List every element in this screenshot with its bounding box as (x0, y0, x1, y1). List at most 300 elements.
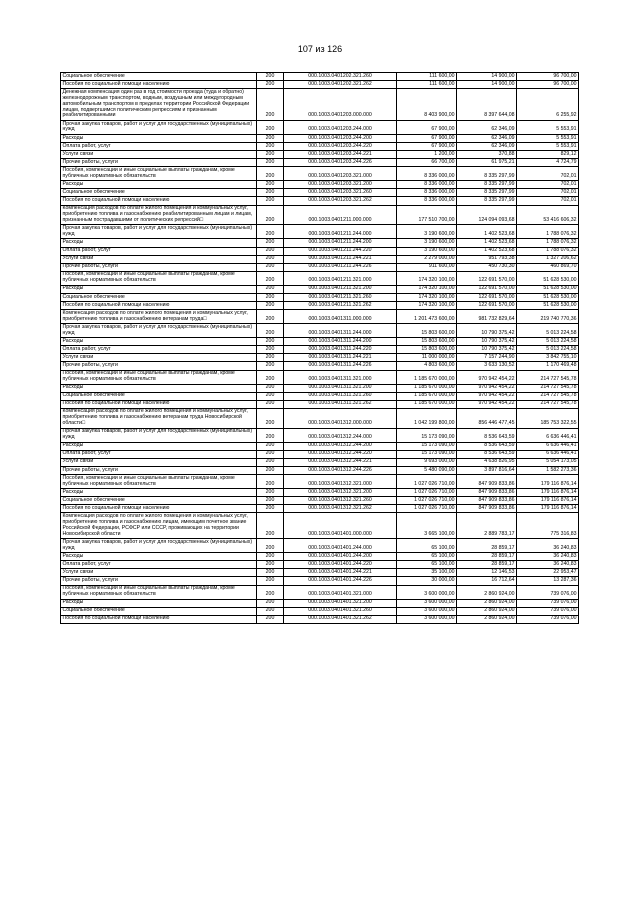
row-approved: 8 403 900,00 (397, 89, 457, 121)
row-executed: 12 146,53 (457, 569, 517, 577)
table-row (61, 599, 579, 607)
row-unexecuted: 6 636 446,41 (517, 442, 579, 450)
row-kbk: 000.1003.0401312.244.221 (284, 458, 397, 466)
row-name: Расходы (61, 239, 257, 247)
table-row (61, 324, 579, 338)
table-row (61, 247, 579, 255)
table-row (61, 338, 579, 346)
table-row (61, 73, 579, 81)
table-row (61, 466, 579, 474)
row-executed: 2 889 783,17 (457, 513, 517, 539)
row-name: Услуги связи (61, 458, 257, 466)
row-code: 200 (257, 513, 284, 539)
row-executed: 28 859,17 (457, 561, 517, 569)
row-executed: 8 335 297,99 (457, 197, 517, 205)
row-kbk: 000.1003.0401311.244.221 (284, 354, 397, 362)
row-code: 200 (257, 134, 284, 142)
row-code: 200 (257, 466, 284, 474)
row-executed: 10 790 375,42 (457, 338, 517, 346)
row-code: 200 (257, 384, 284, 392)
row-approved: 8 336 000,00 (397, 189, 457, 197)
row-code: 200 (257, 189, 284, 197)
row-unexecuted: 51 628 530,00 (517, 271, 579, 285)
row-approved: 8 336 000,00 (397, 167, 457, 181)
row-kbk: 000.1003.0401312.244.226 (284, 466, 397, 474)
row-executed: 970 942 454,22 (457, 370, 517, 384)
row-name: Пособия, компенсации и иные социальные выплаты гражданам, кроме публичных нормативных обязательств (61, 167, 257, 181)
row-executed: 2 860 924,00 (457, 607, 517, 615)
row-name: Денежная компенсация один раз в год стоимости проезда (туда и обратно) железнодорожным транспортом, водным, воздушным или междугородным автомобильным транспортом в пределах территории Российской Федерации лицам, подвергшимся политическим репрессиям и признанным реабилитированными (61, 89, 257, 121)
row-executed: 8 335 297,99 (457, 189, 517, 197)
row-unexecuted: 702,01 (517, 181, 579, 189)
row-name: Пособия, компенсации и иные социальные выплаты гражданам, кроме публичных нормативных обязательств (61, 585, 257, 599)
row-code: 200 (257, 73, 284, 81)
row-kbk: 000.1003.0401211.244.220 (284, 247, 397, 255)
row-executed: 970 942 454,22 (457, 384, 517, 392)
row-kbk: 000.1003.0401203.321.200 (284, 181, 397, 189)
row-executed: 3 897 816,64 (457, 466, 517, 474)
row-approved: 111 600,00 (397, 81, 457, 89)
row-kbk: 000.1003.0401312.321.260 (284, 497, 397, 505)
row-executed: 14 900,00 (457, 81, 517, 89)
row-unexecuted: 185 753 322,55 (517, 408, 579, 428)
row-code: 200 (257, 585, 284, 599)
row-approved: 15 173 090,00 (397, 442, 457, 450)
table-row (61, 81, 579, 89)
table-row (61, 577, 579, 585)
table-row (61, 134, 579, 142)
row-approved: 9 693 000,00 (397, 458, 457, 466)
row-kbk: 000.1003.0401311.244.220 (284, 346, 397, 354)
table-row (61, 615, 579, 623)
table-row (61, 400, 579, 408)
row-kbk: 000.1003.0401211.321.260 (284, 293, 397, 301)
row-executed: 847 909 833,86 (457, 497, 517, 505)
row-approved: 15 803 600,00 (397, 324, 457, 338)
row-executed: 856 446 477,45 (457, 408, 517, 428)
row-approved: 3 600 000,00 (397, 607, 457, 615)
table-row (61, 585, 579, 599)
table-row (61, 181, 579, 189)
table-row (61, 205, 579, 225)
row-name: Прочие работы, услуги (61, 263, 257, 271)
row-kbk: 000.1003.0401203.000.000 (284, 89, 397, 121)
row-code: 200 (257, 561, 284, 569)
row-code: 200 (257, 89, 284, 121)
row-kbk: 000.1003.0401211.000.000 (284, 205, 397, 225)
row-unexecuted: 6 255,92 (517, 89, 579, 121)
row-kbk: 000.1003.0401401.244.220 (284, 561, 397, 569)
row-code: 200 (257, 539, 284, 553)
row-approved: 11 000 000,00 (397, 354, 457, 362)
row-kbk: 000.1003.0401401.321.000 (284, 585, 397, 599)
row-name: Услуги связи (61, 151, 257, 159)
row-code: 200 (257, 167, 284, 181)
row-executed: 2 860 924,00 (457, 599, 517, 607)
row-name: Компенсация расходов по оплате жилого помещения и коммунальных услуг, приобретению топлива и газоснабжению ветеранам труда Новосибирской области□ (61, 408, 257, 428)
table-row (61, 408, 579, 428)
row-approved: 8 336 000,00 (397, 181, 457, 189)
table-row (61, 607, 579, 615)
row-executed: 4 638 826,95 (457, 458, 517, 466)
row-name: Оплата работ, услуг (61, 143, 257, 151)
table-row (61, 539, 579, 553)
row-approved: 1 185 670 000,00 (397, 400, 457, 408)
row-approved: 174 320 100,00 (397, 293, 457, 301)
row-kbk: 000.1003.0401203.244.000 (284, 120, 397, 134)
row-unexecuted: 219 740 770,36 (517, 310, 579, 324)
row-approved: 174 320 100,00 (397, 302, 457, 310)
row-approved: 1 027 026 710,00 (397, 497, 457, 505)
row-name: Прочая закупка товаров, работ и услуг для государственных (муниципальных) нужд (61, 225, 257, 239)
row-kbk: 000.1003.0401203.321.260 (284, 189, 397, 197)
row-name: Прочая закупка товаров, работ и услуг для государственных (муниципальных) нужд (61, 324, 257, 338)
row-kbk: 000.1003.0401203.321.262 (284, 197, 397, 205)
row-approved: 3 665 100,00 (397, 513, 457, 539)
table-row (61, 428, 579, 442)
row-name: Пособия по социальной помощи населению (61, 81, 257, 89)
row-kbk: 000.1003.0401211.321.262 (284, 302, 397, 310)
row-name: Расходы (61, 134, 257, 142)
row-name: Оплата работ, услуг (61, 450, 257, 458)
row-name: Пособия по социальной помощи населению (61, 615, 257, 623)
table-row (61, 450, 579, 458)
row-unexecuted: 6 636 446,41 (517, 428, 579, 442)
row-unexecuted: 214 727 545,78 (517, 392, 579, 400)
row-approved: 1 185 670 000,00 (397, 370, 457, 384)
row-code: 200 (257, 181, 284, 189)
row-code: 200 (257, 81, 284, 89)
row-executed: 1 402 523,68 (457, 239, 517, 247)
row-unexecuted: 739 076,00 (517, 607, 579, 615)
row-kbk: 000.1003.0401312.000.000 (284, 408, 397, 428)
row-executed: 62 346,09 (457, 134, 517, 142)
row-approved: 1 027 026 710,00 (397, 489, 457, 497)
row-approved: 8 336 000,00 (397, 197, 457, 205)
row-approved: 35 100,00 (397, 569, 457, 577)
row-approved: 911 600,00 (397, 263, 457, 271)
row-kbk: 000.1003.0401311.321.200 (284, 384, 397, 392)
table-row (61, 489, 579, 497)
row-code: 200 (257, 392, 284, 400)
row-name: Пособия по социальной помощи населению (61, 302, 257, 310)
table-row (61, 159, 579, 167)
row-code: 200 (257, 324, 284, 338)
row-executed: 62 346,09 (457, 143, 517, 151)
row-code: 200 (257, 442, 284, 450)
row-name: Оплата работ, услуг (61, 346, 257, 354)
row-unexecuted: 5 054 173,05 (517, 458, 579, 466)
row-code: 200 (257, 255, 284, 263)
row-unexecuted: 51 628 530,00 (517, 285, 579, 293)
row-name: Расходы (61, 181, 257, 189)
row-approved: 2 279 000,00 (397, 255, 457, 263)
table-row (61, 151, 579, 159)
row-unexecuted: 702,01 (517, 167, 579, 181)
row-unexecuted: 5 553,91 (517, 120, 579, 134)
row-code: 200 (257, 505, 284, 513)
row-kbk: 000.1003.0401203.321.000 (284, 167, 397, 181)
row-name: Расходы (61, 599, 257, 607)
table-row (61, 354, 579, 362)
row-kbk: 000.1003.0401311.244.226 (284, 362, 397, 370)
row-kbk: 000.1003.0401312.244.220 (284, 450, 397, 458)
row-unexecuted: 36 240,83 (517, 561, 579, 569)
row-unexecuted: 6 636 446,41 (517, 450, 579, 458)
row-approved: 3 190 600,00 (397, 225, 457, 239)
row-name: Прочие работы, услуги (61, 362, 257, 370)
row-name: Расходы (61, 442, 257, 450)
row-approved: 65 100,00 (397, 561, 457, 569)
table-row (61, 569, 579, 577)
row-code: 200 (257, 197, 284, 205)
row-kbk: 000.1003.0401211.321.000 (284, 271, 397, 285)
row-unexecuted: 4 724,79 (517, 159, 579, 167)
row-code: 200 (257, 354, 284, 362)
row-approved: 66 700,00 (397, 159, 457, 167)
row-code: 200 (257, 293, 284, 301)
row-code: 200 (257, 577, 284, 585)
row-approved: 4 803 600,00 (397, 362, 457, 370)
row-name: Прочая закупка товаров, работ и услуг для государственных (муниципальных) нужд (61, 539, 257, 553)
row-name: Компенсация расходов по оплате жилого помещения и коммунальных услуг, приобретению топлива и газоснабжению ветеранам труда□ (61, 310, 257, 324)
row-kbk: 000.1003.0401311.321.262 (284, 400, 397, 408)
row-code: 200 (257, 247, 284, 255)
table-row (61, 167, 579, 181)
table-row (61, 189, 579, 197)
table-row (61, 362, 579, 370)
table-row (61, 561, 579, 569)
row-code: 200 (257, 370, 284, 384)
row-executed: 16 712,64 (457, 577, 517, 585)
row-approved: 1 201 473 600,00 (397, 310, 457, 324)
row-approved: 1 042 199 800,00 (397, 408, 457, 428)
table-row (61, 255, 579, 263)
row-executed: 370,88 (457, 151, 517, 159)
row-unexecuted: 214 727 545,78 (517, 384, 579, 392)
row-code: 200 (257, 497, 284, 505)
table-row (61, 263, 579, 271)
row-unexecuted: 36 240,83 (517, 553, 579, 561)
row-kbk: 000.1003.0401311.321.000 (284, 370, 397, 384)
row-approved: 5 480 090,00 (397, 466, 457, 474)
table-row (61, 497, 579, 505)
row-unexecuted: 1 788 076,32 (517, 225, 579, 239)
row-name: Прочая закупка товаров, работ и услуг для государственных (муниципальных) нужд (61, 120, 257, 134)
table-row (61, 442, 579, 450)
row-unexecuted: 214 727 545,78 (517, 400, 579, 408)
table-row (61, 143, 579, 151)
table-row (61, 505, 579, 513)
row-approved: 67 900,00 (397, 134, 457, 142)
row-code: 200 (257, 599, 284, 607)
budget-table (60, 72, 579, 624)
table-row (61, 197, 579, 205)
row-kbk: 000.1003.0401312.244.000 (284, 428, 397, 442)
row-unexecuted: 5 553,91 (517, 143, 579, 151)
row-executed: 970 942 454,22 (457, 400, 517, 408)
row-executed: 2 860 924,00 (457, 615, 517, 623)
row-code: 200 (257, 489, 284, 497)
row-unexecuted: 36 240,83 (517, 539, 579, 553)
row-name: Прочие работы, услуги (61, 159, 257, 167)
table-row (61, 346, 579, 354)
row-unexecuted: 53 416 606,32 (517, 205, 579, 225)
table-row (61, 475, 579, 489)
row-name: Пособия по социальной помощи населению (61, 197, 257, 205)
row-name: Социальное обеспечение (61, 392, 257, 400)
row-executed: 8 536 643,59 (457, 450, 517, 458)
row-approved: 3 600 000,00 (397, 585, 457, 599)
row-name: Пособия по социальной помощи населению (61, 505, 257, 513)
row-approved: 174 320 100,00 (397, 285, 457, 293)
table-row (61, 293, 579, 301)
row-code: 200 (257, 205, 284, 225)
row-unexecuted: 739 076,00 (517, 599, 579, 607)
row-approved: 67 900,00 (397, 120, 457, 134)
row-executed: 3 633 130,52 (457, 362, 517, 370)
row-kbk: 000.1003.0401202.321.260 (284, 73, 397, 81)
row-executed: 7 157 244,90 (457, 354, 517, 362)
row-unexecuted: 5 013 224,58 (517, 338, 579, 346)
row-approved: 30 000,00 (397, 577, 457, 585)
row-kbk: 000.1003.0401312.321.000 (284, 475, 397, 489)
row-executed: 14 900,00 (457, 73, 517, 81)
row-unexecuted: 13 287,36 (517, 577, 579, 585)
row-approved: 3 190 600,00 (397, 239, 457, 247)
row-unexecuted: 702,01 (517, 197, 579, 205)
row-unexecuted: 739 076,00 (517, 615, 579, 623)
table-row (61, 310, 579, 324)
row-unexecuted: 51 628 530,00 (517, 293, 579, 301)
table-row (61, 271, 579, 285)
row-executed: 8 335 297,99 (457, 181, 517, 189)
row-approved: 3 600 000,00 (397, 599, 457, 607)
row-code: 200 (257, 120, 284, 134)
row-kbk: 000.1003.0401312.244.200 (284, 442, 397, 450)
row-approved: 1 200,00 (397, 151, 457, 159)
row-approved: 15 173 090,00 (397, 450, 457, 458)
row-code: 200 (257, 302, 284, 310)
row-name: Прочая закупка товаров, работ и услуг для государственных (муниципальных) нужд (61, 428, 257, 442)
row-kbk: 000.1003.0401203.244.221 (284, 151, 397, 159)
table-row (61, 239, 579, 247)
row-name: Социальное обеспечение (61, 497, 257, 505)
row-code: 200 (257, 362, 284, 370)
row-unexecuted: 775 316,83 (517, 513, 579, 539)
row-name: Социальное обеспечение (61, 189, 257, 197)
row-executed: 8 536 643,59 (457, 428, 517, 442)
row-approved: 1 185 670 000,00 (397, 392, 457, 400)
row-name: Оплата работ, услуг (61, 247, 257, 255)
row-code: 200 (257, 151, 284, 159)
row-name: Прочие работы, услуги (61, 466, 257, 474)
row-code: 200 (257, 239, 284, 247)
row-executed: 10 790 375,42 (457, 324, 517, 338)
row-name: Социальное обеспечение (61, 607, 257, 615)
row-code: 200 (257, 607, 284, 615)
table-row (61, 225, 579, 239)
table-row (61, 392, 579, 400)
row-unexecuted: 179 116 876,14 (517, 505, 579, 513)
table-row (61, 370, 579, 384)
row-code: 200 (257, 285, 284, 293)
row-code: 200 (257, 263, 284, 271)
row-code: 200 (257, 225, 284, 239)
row-kbk: 000.1003.0401203.244.220 (284, 143, 397, 151)
row-executed: 450 730,30 (457, 263, 517, 271)
row-approved: 3 600 000,00 (397, 615, 457, 623)
row-executed: 2 860 924,00 (457, 585, 517, 599)
row-unexecuted: 5 013 224,58 (517, 324, 579, 338)
row-code: 200 (257, 428, 284, 442)
row-approved: 174 320 100,00 (397, 271, 457, 285)
row-executed: 122 691 570,00 (457, 271, 517, 285)
row-executed: 28 859,17 (457, 553, 517, 561)
row-code: 200 (257, 143, 284, 151)
row-kbk: 000.1003.0401211.244.221 (284, 255, 397, 263)
table-row (61, 384, 579, 392)
row-unexecuted: 1 170 469,48 (517, 362, 579, 370)
row-executed: 847 909 833,86 (457, 489, 517, 497)
row-name: Расходы (61, 489, 257, 497)
row-executed: 847 909 833,86 (457, 475, 517, 489)
row-approved: 1 027 026 710,00 (397, 475, 457, 489)
row-kbk: 000.1003.0401401.244.226 (284, 577, 397, 585)
row-unexecuted: 1 327 206,62 (517, 255, 579, 263)
row-name: Прочие работы, услуги (61, 577, 257, 585)
row-name: Пособия, компенсации и иные социальные выплаты гражданам, кроме публичных нормативных обязательств (61, 370, 257, 384)
row-name: Пособия, компенсации и иные социальные выплаты гражданам, кроме публичных нормативных обязательств (61, 475, 257, 489)
table-row (61, 458, 579, 466)
row-unexecuted: 1 788 076,32 (517, 239, 579, 247)
row-executed: 981 732 829,64 (457, 310, 517, 324)
row-kbk: 000.1003.0401401.244.221 (284, 569, 397, 577)
row-code: 200 (257, 408, 284, 428)
row-name: Расходы (61, 285, 257, 293)
row-approved: 65 100,00 (397, 539, 457, 553)
row-unexecuted: 3 842 755,10 (517, 354, 579, 362)
row-unexecuted: 5 553,91 (517, 134, 579, 142)
row-kbk: 000.1003.0401202.321.262 (284, 81, 397, 89)
row-executed: 122 691 570,00 (457, 302, 517, 310)
row-code: 200 (257, 475, 284, 489)
row-name: Расходы (61, 338, 257, 346)
row-approved: 111 600,00 (397, 73, 457, 81)
row-kbk: 000.1003.0401311.244.000 (284, 324, 397, 338)
row-unexecuted: 460 869,70 (517, 263, 579, 271)
row-kbk: 000.1003.0401401.000.000 (284, 513, 397, 539)
row-kbk: 000.1003.0401203.244.226 (284, 159, 397, 167)
row-unexecuted: 739 076,00 (517, 585, 579, 599)
row-name: Компенсация расходов по оплате жилого помещения и коммунальных услуг, приобретению топлива и газоснабжению реабилитированным лицам и лицам, признанным пострадавшими от политических репрессий□ (61, 205, 257, 225)
row-approved: 15 803 600,00 (397, 338, 457, 346)
row-name: Компенсация расходов по оплате жилого помещения и коммунальных услуг, приобретению топлива и газоснабжению лицам, имеющим почетное звание Российской Федерации, РСФСР или СССР, проживающих на территории Новосибирской области (61, 513, 257, 539)
row-approved: 15 803 600,00 (397, 346, 457, 354)
row-kbk: 000.1003.0401401.321.200 (284, 599, 397, 607)
row-code: 200 (257, 338, 284, 346)
row-kbk: 000.1003.0401211.244.226 (284, 263, 397, 271)
table-row (61, 513, 579, 539)
row-kbk: 000.1003.0401203.244.200 (284, 134, 397, 142)
row-unexecuted: 179 116 876,14 (517, 497, 579, 505)
row-kbk: 000.1003.0401312.321.262 (284, 505, 397, 513)
row-unexecuted: 1 582 273,36 (517, 466, 579, 474)
row-executed: 8 397 644,08 (457, 89, 517, 121)
table-row (61, 302, 579, 310)
row-code: 200 (257, 615, 284, 623)
row-code: 200 (257, 310, 284, 324)
